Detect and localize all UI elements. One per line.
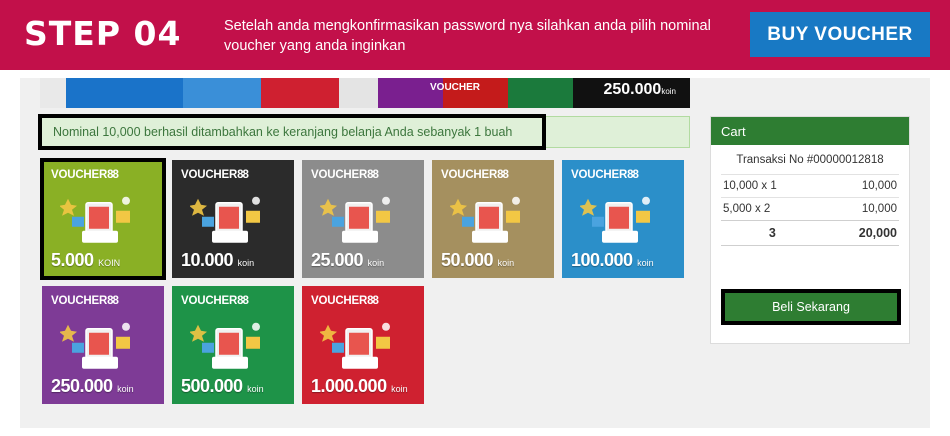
voucher-card-100000[interactable] bbox=[562, 160, 684, 278]
voucher-amount bbox=[441, 250, 514, 271]
voucher-logo-number: 88 bbox=[107, 295, 118, 307]
voucher-amount-unit: koin bbox=[247, 384, 264, 394]
voucher-logo bbox=[51, 295, 118, 307]
voucher-card-50000[interactable] bbox=[432, 160, 554, 278]
voucher-illustration-icon bbox=[320, 313, 406, 375]
voucher-logo-text: VOUCHER bbox=[181, 169, 238, 181]
voucher-logo bbox=[311, 295, 378, 307]
success-alert-message: Nominal 10,000 berhasil ditambahkan ke keranjang belanja Anda sebanyak 1 buah bbox=[53, 125, 513, 139]
cart-panel bbox=[710, 116, 910, 344]
voucher-card-5000[interactable] bbox=[42, 160, 164, 278]
voucher-illustration-icon bbox=[60, 313, 146, 375]
cart-items-table bbox=[721, 174, 899, 246]
banner-amount bbox=[603, 81, 676, 99]
cart-transaction-number: Transaksi No #00000012818 bbox=[736, 154, 884, 166]
voucher-amount-unit: koin bbox=[117, 384, 134, 394]
app-screenshot bbox=[20, 78, 930, 428]
cart-item-label: 5,000 x 2 bbox=[721, 198, 824, 221]
voucher-amount bbox=[311, 250, 384, 271]
step-description: Setelah anda mengkonfirmasikan password nya silahkan anda pilih nominal voucher yang anda inginkan bbox=[224, 18, 711, 54]
voucher-amount-value: 250.000 bbox=[51, 376, 113, 396]
voucher-logo-text: VOUCHER bbox=[311, 169, 368, 181]
voucher-logo-number: 88 bbox=[107, 169, 118, 181]
voucher-logo bbox=[441, 169, 508, 181]
voucher-logo-number: 88 bbox=[627, 169, 638, 181]
voucher-amount-unit: koin bbox=[637, 258, 654, 268]
page-title: STEP 04 bbox=[24, 14, 182, 53]
voucher-illustration-icon bbox=[60, 187, 146, 249]
voucher-amount-unit: koin bbox=[391, 384, 408, 394]
voucher-card-10000[interactable] bbox=[172, 160, 294, 278]
voucher-amount-unit: koin bbox=[367, 258, 385, 268]
buy-voucher-button[interactable]: BUY VOUCHER bbox=[750, 12, 930, 57]
voucher-amount bbox=[571, 250, 654, 271]
voucher-amount bbox=[181, 250, 254, 271]
voucher-amount-unit: koin bbox=[237, 258, 255, 268]
voucher-logo-text: VOUCHER bbox=[441, 169, 498, 181]
voucher-amount bbox=[51, 250, 120, 271]
voucher-logo-number: 88 bbox=[367, 295, 378, 307]
voucher-logo bbox=[51, 169, 118, 181]
table-row bbox=[721, 175, 899, 198]
voucher-card-250000[interactable] bbox=[42, 286, 164, 404]
voucher-illustration-icon bbox=[450, 187, 536, 249]
cart-total-quantity: 3 bbox=[721, 221, 824, 246]
voucher-amount bbox=[311, 376, 408, 397]
voucher-card-500000[interactable] bbox=[172, 286, 294, 404]
voucher-logo-number: 88 bbox=[237, 169, 248, 181]
voucher-illustration-icon bbox=[190, 187, 276, 249]
voucher-card-25000[interactable] bbox=[302, 160, 424, 278]
buy-now-highlight-box bbox=[721, 289, 901, 325]
voucher-illustration-icon bbox=[190, 313, 276, 375]
table-row bbox=[721, 198, 899, 221]
voucher-illustration-icon bbox=[580, 187, 666, 249]
voucher-logo bbox=[181, 169, 248, 181]
cart-total-value: 20,000 bbox=[824, 221, 899, 246]
voucher-amount bbox=[51, 376, 134, 397]
promo-banner-strip bbox=[40, 78, 690, 108]
voucher-amount-value: 1.000.000 bbox=[311, 376, 387, 396]
cart-item-value: 10,000 bbox=[824, 198, 899, 221]
voucher-card-1000000[interactable] bbox=[302, 286, 424, 404]
voucher-amount-value: 5.000 bbox=[51, 250, 94, 270]
voucher-amount-value: 25.000 bbox=[311, 250, 364, 270]
voucher-logo-text: VOUCHER bbox=[571, 169, 628, 181]
step-header-banner bbox=[0, 0, 950, 70]
banner-amount-value: 250.000 bbox=[603, 81, 662, 98]
voucher-amount-unit: koin bbox=[497, 258, 515, 268]
voucher-amount-value: 500.000 bbox=[181, 376, 243, 396]
voucher-amount-value: 50.000 bbox=[441, 250, 494, 270]
content-area bbox=[0, 70, 950, 436]
voucher-amount-value: 10.000 bbox=[181, 250, 234, 270]
cart-item-value: 10,000 bbox=[824, 175, 899, 198]
voucher-grid bbox=[42, 160, 690, 404]
cart-item-label: 10,000 x 1 bbox=[721, 175, 824, 198]
cart-total-row bbox=[721, 221, 899, 246]
voucher-logo-number: 88 bbox=[367, 169, 378, 181]
voucher-logo bbox=[571, 169, 638, 181]
voucher-logo-number: 88 bbox=[237, 295, 248, 307]
voucher-logo-text: VOUCHER bbox=[51, 169, 108, 181]
voucher-logo-text: VOUCHER bbox=[51, 295, 108, 307]
voucher-logo-text: VOUCHER bbox=[181, 295, 238, 307]
voucher-illustration-icon bbox=[320, 187, 406, 249]
voucher-amount-unit: KOIN bbox=[98, 258, 121, 268]
voucher-logo-text: VOUCHER bbox=[311, 295, 368, 307]
cart-title: Cart bbox=[711, 117, 909, 145]
voucher-amount bbox=[181, 376, 264, 397]
voucher-logo-number: 88 bbox=[497, 169, 508, 181]
voucher-logo bbox=[181, 295, 248, 307]
voucher-amount-value: 100.000 bbox=[571, 250, 633, 270]
banner-amount-unit: koin bbox=[661, 87, 676, 96]
buy-now-button[interactable]: Beli Sekarang bbox=[725, 293, 897, 321]
banner-label: VOUCHER bbox=[430, 82, 481, 93]
success-alert bbox=[40, 116, 690, 148]
voucher-logo bbox=[311, 169, 378, 181]
